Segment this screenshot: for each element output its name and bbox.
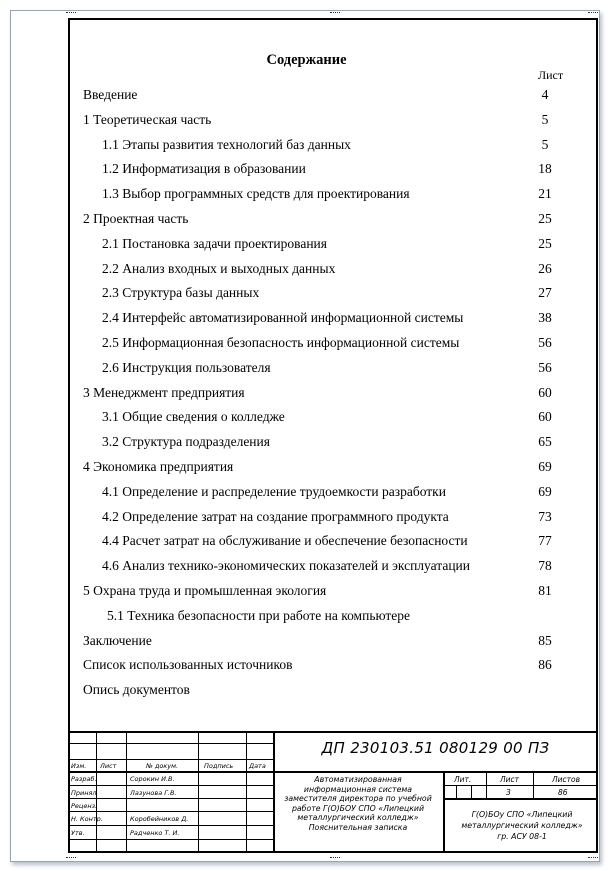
toc-entry-page: 21	[538, 186, 552, 202]
sheet-label: Лист	[500, 775, 520, 784]
toc-entry-page: 5	[541, 111, 549, 127]
toc-entry	[0, 259, 613, 279]
toc-entry-title: 1 Теоретическая часть	[83, 111, 212, 127]
bottom-center-marker	[330, 857, 340, 859]
header-doc-no: № докум.	[146, 762, 179, 770]
toc-entry-title: Опись документов	[83, 682, 190, 698]
toc-entry-page: 78	[538, 558, 552, 574]
organization-line: Г(О)БОу СПО «Липецкий	[471, 810, 573, 819]
sheet-column-label: Лист	[538, 68, 564, 82]
toc-entry-title: 2.3 Структура базы данных	[102, 285, 260, 301]
header-sign: Подпись	[204, 762, 234, 770]
bottom-right-marker	[588, 857, 598, 859]
top-left-marker	[66, 12, 76, 14]
toc-entry-title: 2.5 Информационная безопасность информационной системы	[102, 335, 460, 350]
toc-entry-title: Введение	[83, 87, 138, 102]
document-name-line: работе Г(О)БОУ СПО «Липецкий	[291, 803, 425, 813]
toc-entry-title: 4.4 Расчет затрат на обслуживание и обеспечение безопасности	[102, 533, 468, 549]
toc-entry-title: 4.1 Определение и распределение трудоемкости разработки	[102, 483, 446, 499]
toc-entry	[0, 135, 613, 155]
toc-entry	[0, 283, 613, 303]
toc-entry	[0, 556, 613, 576]
toc-entry-page: 5	[541, 136, 549, 152]
name-developer: Сорокин И.В.	[130, 775, 175, 783]
top-center-marker	[330, 12, 340, 14]
toc-entry	[0, 184, 613, 204]
document-name-line: информационная система	[303, 784, 413, 794]
toc-entry-page: 18	[538, 161, 552, 177]
role-approver: Принял	[71, 789, 97, 797]
toc-entry-title: 4 Экономика предприятия	[83, 459, 234, 474]
toc-entry-page: 25	[538, 235, 552, 251]
toc-entry-page: 56	[538, 335, 552, 350]
role-norm-control: Н. Контр.	[71, 815, 103, 823]
document-code: ДП 230103.51 080129 00 ПЗ	[321, 739, 550, 757]
toc-entry-title: Заключение	[83, 632, 152, 648]
toc-entry-page: 77	[538, 533, 552, 549]
bottom-left-marker	[66, 857, 76, 859]
header-list: Лист	[100, 762, 117, 770]
toc-entry-title: 5.1 Техника безопасности при работе на компьютере	[107, 607, 411, 623]
toc-entry	[0, 507, 613, 527]
toc-entry-title: 2.2 Анализ входных и выходных данных	[102, 260, 336, 276]
document-name-line: металлургический колледж»	[297, 813, 419, 822]
toc-entry-page: 27	[538, 285, 552, 301]
lit-label: Лит.	[454, 775, 472, 784]
toc-entry-title: 2.4 Интерфейс автоматизированной информационной системы	[102, 310, 464, 326]
title-block	[68, 731, 598, 853]
toc-entry-page: 81	[538, 583, 552, 598]
document-name-line: заместителя директора по учебной	[284, 794, 432, 803]
toc-entry	[0, 110, 613, 130]
name-approved: Радченко Т. И.	[130, 829, 180, 837]
toc-entry	[0, 407, 613, 427]
toc-entry	[0, 85, 613, 105]
toc-entry	[0, 432, 613, 452]
toc-entry	[0, 531, 613, 551]
toc-entry-title: 4.6 Анализ технико-экономических показателей и эксплуатации	[102, 558, 470, 574]
sheets-label: Листов	[552, 775, 581, 784]
toc-entry	[0, 358, 613, 378]
toc-entry-page: 26	[538, 260, 552, 276]
toc-entry-page: 69	[538, 459, 552, 474]
toc-title: Содержание	[266, 52, 347, 68]
toc-entry	[0, 234, 613, 254]
toc-entry	[0, 680, 613, 700]
header-date: Дата	[249, 762, 266, 770]
top-right-marker	[588, 12, 598, 14]
toc-entry-page: 56	[538, 359, 552, 375]
toc-entry	[0, 581, 613, 601]
toc-entry-page: 86	[538, 657, 552, 673]
role-approved: Утв.	[71, 829, 85, 837]
toc-entry	[0, 308, 613, 328]
toc-entry	[0, 631, 613, 651]
toc-entry-title: 2.6 Инструкция пользователя	[102, 359, 271, 375]
toc-entry-title: 3.2 Структура подразделения	[102, 434, 270, 450]
toc-entry-title: 4.2 Определение затрат на создание программного продукта	[102, 508, 449, 524]
toc-entry-page: 60	[538, 409, 552, 425]
document-name	[273, 775, 443, 832]
role-reviewer: Реценз.	[71, 802, 98, 810]
toc-entry-page: 60	[538, 384, 552, 400]
toc-entry-page: 4	[541, 87, 549, 102]
toc-entry-title: 2 Проектная часть	[83, 211, 189, 226]
sheet-value: 3	[506, 788, 511, 797]
toc-entry-page: 25	[538, 211, 552, 226]
toc-entry-title: 1.1 Этапы развития технологий баз данных	[102, 136, 351, 152]
toc-entry-title: 1.3 Выбор программных средств для проектирования	[102, 186, 410, 202]
toc-entry	[0, 209, 613, 229]
toc-entry	[0, 159, 613, 179]
name-norm-control: Коробейников Д.	[130, 815, 189, 823]
toc-entry-title: 2.1 Постановка задачи проектирования	[102, 235, 327, 251]
toc-entry-page: 69	[538, 483, 552, 499]
toc-entry-title: 3 Менеджмент предприятия	[83, 384, 245, 400]
organization-line: гр. АСУ 08-1	[497, 832, 547, 841]
toc-entry-page: 65	[538, 434, 552, 450]
role-developer: Разраб.	[71, 775, 97, 783]
toc-entry	[0, 482, 613, 502]
toc-entry-page: 85	[538, 632, 552, 648]
toc-entry-title: 3.1 Общие сведения о колледже	[102, 409, 285, 425]
name-approver: Лазунова Г.В.	[130, 789, 177, 797]
organization-line: металлургический колледж»	[461, 821, 583, 830]
toc-entry-page: 73	[538, 508, 552, 524]
header-izm: Изм.	[71, 762, 87, 770]
sheets-value: 86	[558, 788, 568, 797]
toc-entry-title: Список использованных источников	[83, 657, 293, 673]
document-name-line: Автоматизированная	[314, 775, 402, 784]
toc-entry-title: 1.2 Информатизация в образовании	[102, 161, 306, 177]
toc-entry	[0, 655, 613, 675]
toc-entry	[0, 383, 613, 403]
document-name-line: Пояснительная записка	[308, 822, 408, 832]
toc-entry	[0, 457, 613, 477]
toc-entry-page: 38	[538, 310, 552, 326]
toc-entry	[0, 606, 613, 626]
toc-entry	[0, 333, 613, 353]
organization	[446, 809, 598, 842]
toc-entry-title: 5 Охрана труда и промышленная экология	[83, 583, 327, 598]
